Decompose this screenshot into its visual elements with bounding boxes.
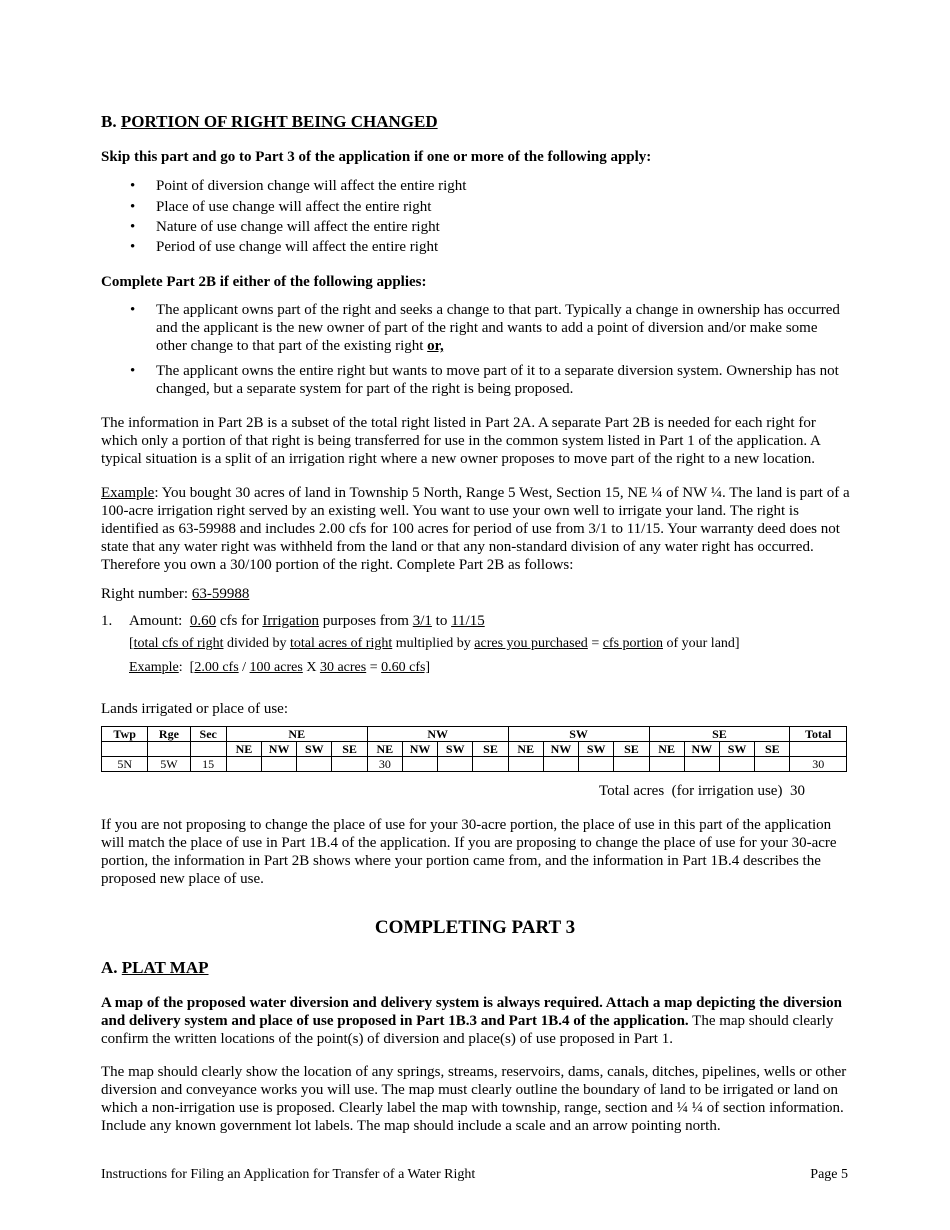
amount-start: 3/1 <box>412 613 432 629</box>
bullet-icon: • <box>130 199 136 215</box>
col-quarter-se: SE <box>649 727 790 742</box>
formula-text: of your land] <box>662 636 740 651</box>
list-item-text: Place of use change will affect the entire right <box>156 199 432 215</box>
cell-sw-se <box>614 757 649 772</box>
amount-value: 0.60 <box>189 613 217 629</box>
cell-se-nw <box>684 757 719 772</box>
calc-label: Example <box>129 660 179 675</box>
bullet-icon: • <box>130 363 136 379</box>
calc-text: / <box>238 660 250 675</box>
blank-cell <box>190 742 226 757</box>
list-item-text: Period of use change will affect the entire right <box>156 239 439 255</box>
map-required-text: The map should clearly confirm the written locations of the point(s) of diversion and place(s) of use proposed in Part 1. <box>101 1013 834 1047</box>
bullet-icon: • <box>130 239 136 255</box>
cell-nw-sw <box>438 757 473 772</box>
col-quarter-sw: SW <box>508 727 649 742</box>
sub-sw: SW <box>579 742 614 757</box>
cell-se-se <box>755 757 790 772</box>
calc-text: = <box>366 660 382 675</box>
paragraph-example <box>101 484 850 574</box>
blank-cell <box>790 742 847 757</box>
map-required-bold: A map of the proposed water diversion and delivery system is always required. Attach a map depicting the diversion and delivery system and place of use proposed in Part 1B.3 and Part 1B.4 of the application. <box>101 995 842 1029</box>
list-item-text: The applicant owns part of the right and seeks a change to that part. Typically a change in ownership has occurred and the applicant is the new owner of part of the right and wants to add a point of diversion and/or make some other change to that part of the existing right <box>156 302 840 354</box>
calc-text: X <box>302 660 320 675</box>
example-text: : You bought 30 acres of land in Township 5 North, Range 5 West, Section 15, NE ¼ of NW ¼. The land is part of a 100-acre irrigation right served by an existing well. You want to use your own well to irrigate your land. The right is identified as 63-59988 and includes 2.00 cfs for 100 acres for period of use from 3/1 to 11/15. Your warranty deed does not state that any water right was withheld from the land or that any non-standard division of any water right has occurred. Therefore you own a 30/100 portion of the right. Complete Part 2B as follows: <box>101 485 850 573</box>
section-b-prefix: B. <box>101 112 117 131</box>
blank-cell <box>148 742 190 757</box>
plat-map-title: PLAT MAP <box>121 958 209 977</box>
right-number-line <box>101 585 249 603</box>
sub-ne: NE <box>508 742 543 757</box>
col-quarter-nw: NW <box>367 727 508 742</box>
blank-cell <box>102 742 148 757</box>
calc-term: 30 acres <box>319 660 367 675</box>
cell-ne-se <box>332 757 367 772</box>
formula-term: total acres of right <box>289 636 393 651</box>
col-rge: Rge <box>148 727 190 742</box>
formula-text: divided by <box>223 636 290 651</box>
formula-text: multiplied by <box>392 636 475 651</box>
footer-title: Instructions for Filing an Application for Transfer of a Water Right <box>101 1167 476 1182</box>
example-label: Example <box>101 485 155 501</box>
section-b-title: PORTION OF RIGHT BEING CHANGED <box>120 112 438 131</box>
paragraph-map-required <box>101 994 850 1048</box>
bullet-icon: • <box>130 302 136 318</box>
cell-nw-se <box>473 757 508 772</box>
col-quarter-ne: NE <box>226 727 367 742</box>
plat-map-prefix: A. <box>101 958 118 977</box>
cell-ne-ne <box>226 757 261 772</box>
right-number-label: Right number: <box>101 586 192 602</box>
sub-se: SE <box>755 742 790 757</box>
amount-line <box>129 612 485 630</box>
formula-text: [ <box>129 636 134 651</box>
or-emphasis: or, <box>427 338 444 354</box>
formula-text: = <box>587 636 603 651</box>
skip-heading: Skip this part and go to Part 3 of the application if one or more of the following apply: <box>101 149 652 165</box>
plat-map-heading <box>101 959 209 977</box>
table-row <box>102 757 847 772</box>
sub-sw: SW <box>297 742 332 757</box>
amount-text: purposes from <box>318 613 413 629</box>
lands-table <box>101 726 847 772</box>
cell-twp: 5N <box>102 757 148 772</box>
amount-label: Amount: <box>129 613 190 629</box>
table-subheader-row <box>102 742 847 757</box>
sub-nw: NW <box>543 742 578 757</box>
sub-se: SE <box>614 742 649 757</box>
amount-purpose: Irrigation <box>262 613 319 629</box>
sub-ne: NE <box>226 742 261 757</box>
cell-sw-ne <box>508 757 543 772</box>
section-b-heading <box>101 113 438 131</box>
formula-term: acres you purchased <box>474 636 588 651</box>
cell-se-sw <box>719 757 754 772</box>
cell-nw-nw <box>402 757 437 772</box>
calc-term: 2.00 cfs <box>194 660 239 675</box>
col-twp: Twp <box>102 727 148 742</box>
formula-term: cfs portion <box>602 636 663 651</box>
cell-sw-sw <box>579 757 614 772</box>
list-item <box>156 301 846 355</box>
paragraph-subset: The information in Part 2B is a subset of the total right listed in Part 2A. A separate Part 2B is needed for each right for which only a portion of that right is being transferred for use in the common system listed in Part 1 of the application. A typical situation is a split of an irrigation right where a new owner proposes to move part of the right to a new location. <box>101 415 821 467</box>
sub-se: SE <box>332 742 367 757</box>
formula-line <box>129 635 740 653</box>
calc-line <box>129 659 430 677</box>
cell-sec: 15 <box>190 757 226 772</box>
formula-term: total cfs of right <box>133 636 224 651</box>
cell-sw-nw <box>543 757 578 772</box>
sub-ne: NE <box>649 742 684 757</box>
list-item-text: Nature of use change will affect the entire right <box>156 219 440 235</box>
bullet-icon: • <box>130 178 136 194</box>
calc-term: 100 acres <box>249 660 303 675</box>
total-acres-value: 30 <box>789 783 805 799</box>
list-item: The applicant owns the entire right but wants to move part of it to a separate diversion system. Ownership has not changed, but a separate system for part of the right is being proposed. <box>156 363 839 397</box>
sub-sw: SW <box>719 742 754 757</box>
amount-end: 11/15 <box>451 613 485 629</box>
sub-nw: NW <box>402 742 437 757</box>
part3-heading: COMPLETING PART 3 <box>374 917 576 938</box>
right-number-value: 63-59988 <box>191 586 250 602</box>
amount-text: cfs for <box>216 613 263 629</box>
amount-text: to <box>431 613 452 629</box>
sub-ne: NE <box>367 742 402 757</box>
amount-number: 1. <box>101 613 113 629</box>
cell-total: 30 <box>790 757 847 772</box>
sub-se: SE <box>473 742 508 757</box>
cell-ne-nw <box>262 757 297 772</box>
complete-heading: Complete Part 2B if either of the following applies: <box>101 274 427 290</box>
lands-label: Lands irrigated or place of use: <box>101 701 289 717</box>
paragraph-map-details: The map should clearly show the location of any springs, streams, reservoirs, dams, canals, ditches, pipelines, wells or other diversion and conveyance works you will use. The map must clearly outline the boundary of land to be irrigated or land on which a non-irrigation use is proposed. Clearly label the map with township, range, section and ¼ ¼ of section information. Include any known government lot labels. The map should include a scale and an arrow pointing north. <box>101 1064 847 1134</box>
col-sec: Sec <box>190 727 226 742</box>
calc-text: : [ <box>178 660 195 675</box>
sub-nw: NW <box>684 742 719 757</box>
cell-rge: 5W <box>148 757 190 772</box>
paragraph-place-of-use: If you are not proposing to change the place of use for your 30-acre portion, the place of use in this part of the application will match the place of use in Part 1B.4 of the application. If you are proposing to change the place of use for your 30-acre portion, the information in Part 2B shows where your portion came from, and the information in Part 1B.4 describes the proposed new place of use. <box>101 817 837 887</box>
bullet-icon: • <box>130 219 136 235</box>
sub-nw: NW <box>262 742 297 757</box>
table-header-row <box>102 727 847 742</box>
col-total: Total <box>790 727 847 742</box>
total-acres-label: Total acres (for irrigation use) <box>599 783 783 799</box>
total-acres-line <box>599 782 805 800</box>
cell-se-ne <box>649 757 684 772</box>
cell-ne-sw <box>297 757 332 772</box>
sub-sw: SW <box>438 742 473 757</box>
calc-term: 0.60 cfs] <box>381 660 431 675</box>
list-item-text: Point of diversion change will affect the entire right <box>156 178 467 194</box>
cell-nw-ne: 30 <box>367 757 402 772</box>
page-number: Page 5 <box>810 1167 848 1182</box>
